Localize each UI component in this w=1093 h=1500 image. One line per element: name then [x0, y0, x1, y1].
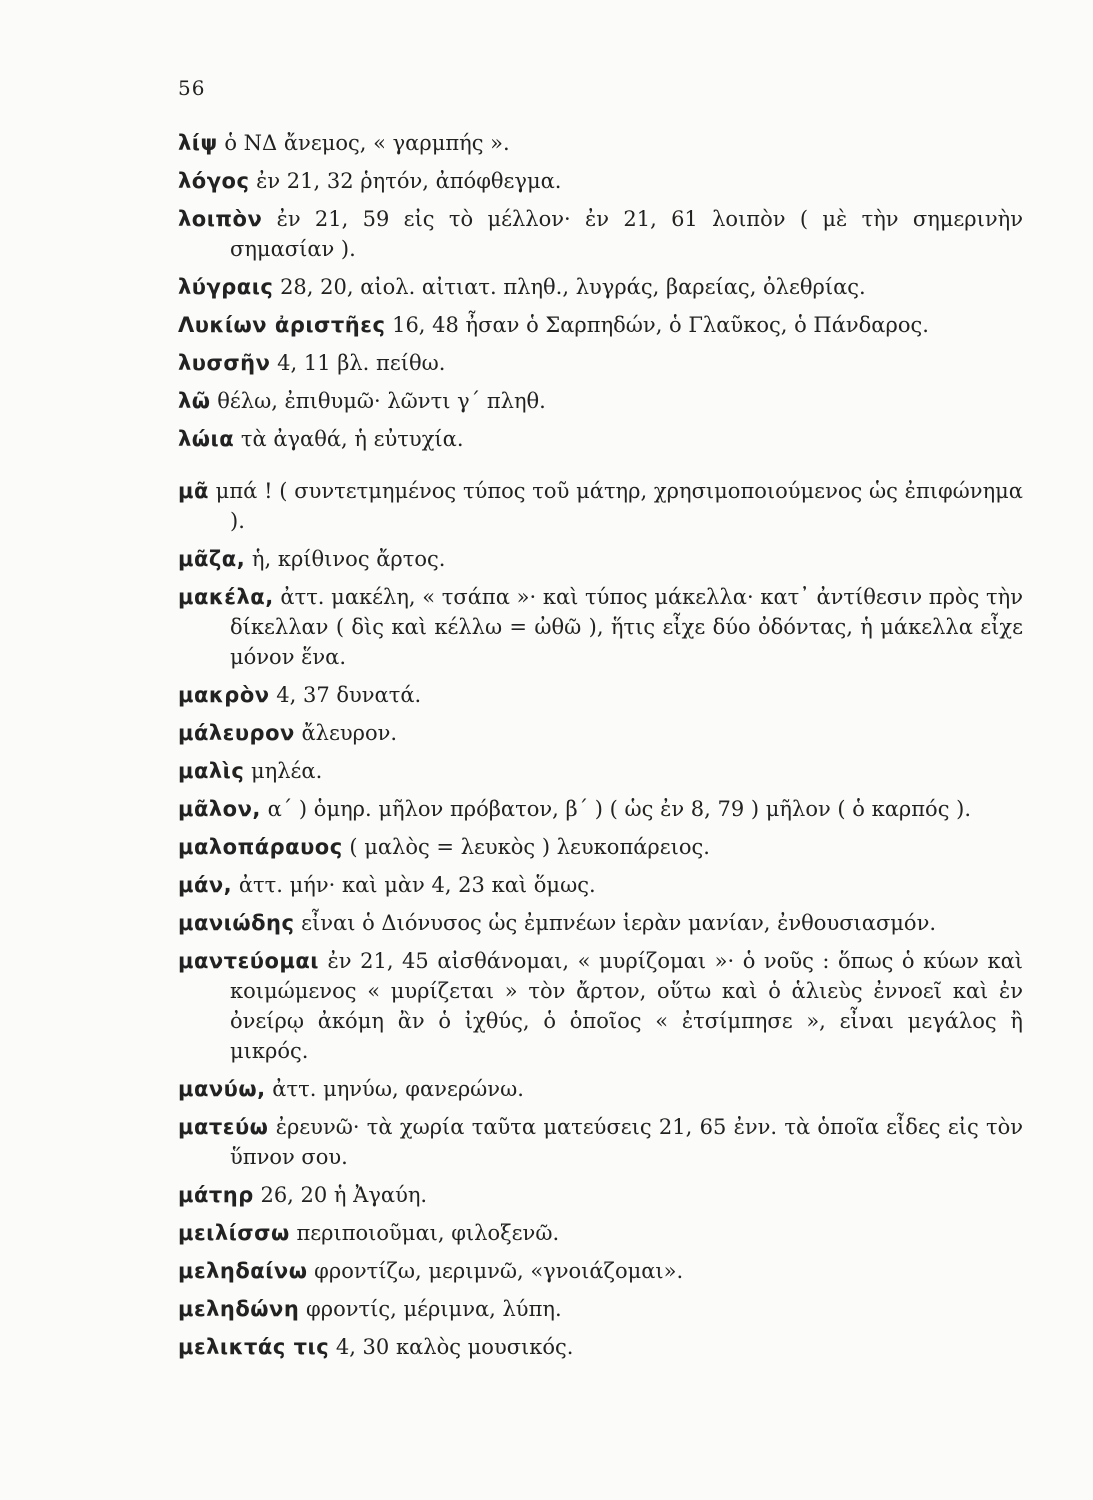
- headword: μακέλα,: [178, 585, 274, 609]
- definition: ἐν 21, 32 ῥητόν, ἀπόφθεγμα.: [256, 169, 562, 193]
- definition: περιποιοῦμαι, φιλοξενῶ.: [296, 1221, 560, 1245]
- definition: ἀττ. μακέλη, « τσάπα »· καὶ τύπος μάκελλα· κατ᾽ ἀντίθεσιν πρὸς τὴν δίκελλαν ( δὶς καὶ κέλλω = ὠθῶ ), ἥτις εἶχε δύο ὀδόντας, ἡ μάκελλα εἶχε μόνον ἕνα.: [230, 585, 1023, 669]
- definition: θέλω, ἐπιθυμῶ· λῶντι γ΄ πληθ.: [217, 389, 546, 413]
- definition: ἐρευνῶ· τὰ χωρία ταῦτα ματεύσεις 21, 65 ἐνν. τὰ ὁποῖα εἶδες εἰς τὸν ὕπνον σου.: [230, 1115, 1023, 1169]
- headword: μεληδώνη: [178, 1297, 300, 1321]
- headword: μεληδαίνω: [178, 1259, 308, 1283]
- definition: 28, 20, αἰολ. αἰτιατ. πληθ., λυγράς, βαρείας, ὀλεθρίας.: [280, 275, 866, 299]
- definition: ἐν 21, 59 εἰς τὸ μέλλον· ἐν 21, 61 λοιπὸν ( μὲ τὴν σημερινὴν σημασίαν ).: [230, 207, 1023, 261]
- headword: μανύω,: [178, 1077, 266, 1101]
- headword: λώια: [178, 427, 235, 451]
- glossary-entry: [178, 348, 1023, 378]
- glossary-entry: [178, 204, 1023, 264]
- definition: φροντίζω, μεριμνῶ, «γνοιάζομαι».: [314, 1259, 684, 1283]
- definition: ἡ, κρίθινος ἄρτος.: [251, 547, 446, 571]
- definition: τὰ ἀγαθά, ἡ εὐτυχία.: [240, 427, 464, 451]
- headword: λυσσῆν: [178, 351, 271, 375]
- headword: μᾶλον,: [178, 797, 261, 821]
- headword: μαντεύομαι: [178, 949, 319, 973]
- definition: 4, 11 βλ. πείθω.: [277, 351, 446, 375]
- definition: ἀττ. μηνύω, φανερώνω.: [272, 1077, 524, 1101]
- glossary-entry: [178, 870, 1023, 900]
- definition: 16, 48 ἦσαν ὁ Σαρπηδών, ὁ Γλαῦκος, ὁ Πάνδαρος.: [392, 313, 929, 337]
- definition: φροντίς, μέριμνα, λύπη.: [306, 1297, 562, 1321]
- definition: ( μαλὸς = λευκὸς ) λευκοπάρειος.: [349, 835, 710, 859]
- headword: μάν,: [178, 873, 233, 897]
- glossary-entry: [178, 424, 1023, 454]
- definition: 4, 37 δυνατά.: [276, 683, 422, 707]
- headword: μελικτάς τις: [178, 1335, 330, 1359]
- headword: μάλευρον: [178, 721, 295, 745]
- definition: 4, 30 καλὸς μουσικός.: [335, 1335, 574, 1359]
- glossary-entry: [178, 1218, 1023, 1248]
- definition: μηλέα.: [251, 759, 323, 783]
- headword: Λυκίων ἀριστῆες: [178, 313, 386, 337]
- headword: μανιώδης: [178, 911, 295, 935]
- definition: 26, 20 ἡ Ἀγαύη.: [260, 1183, 428, 1207]
- glossary-entry: [178, 272, 1023, 302]
- definition: ἐν 21, 45 αἰσθάνομαι, « μυρίζομαι »· ὁ νοῦς : ὅπως ὁ κύων καὶ κοιμώμενος « μυρίζεται » τὸν ἄρτον, οὕτω καὶ ὁ ἁλιεὺς ἐννοεῖ καὶ ἐν ὀνείρῳ ἀκόμη ἂν ὁ ἰχθύς, ὁ ὁποῖος « ἐτσίμπησε », εἶναι μεγάλος ἢ μικρός.: [230, 949, 1023, 1063]
- headword: μαλοπάραυος: [178, 835, 343, 859]
- glossary-entry: [178, 1074, 1023, 1104]
- glossary-entry: [178, 310, 1023, 340]
- headword: λῶ: [178, 389, 211, 413]
- headword: λοιπὸν: [178, 207, 263, 231]
- glossary-entry: [178, 946, 1023, 1066]
- headword: μαλὶς: [178, 759, 245, 783]
- definition: μπά ! ( συντετμημένος τύπος τοῦ μάτηρ, χρησιμοποιούμενος ὡς ἐπιφώνημα ).: [215, 479, 1023, 533]
- headword: μᾶ: [178, 479, 209, 503]
- headword: μακρὸν: [178, 683, 270, 707]
- headword: μάτηρ: [178, 1183, 254, 1207]
- definition: ἄλευρον.: [301, 721, 398, 745]
- glossary-entry: [178, 128, 1023, 158]
- glossary-entry: [178, 544, 1023, 574]
- glossary-entry: [178, 166, 1023, 196]
- glossary-entry: [178, 476, 1023, 536]
- headword: μειλίσσω: [178, 1221, 290, 1245]
- definition: ἀττ. μήν· καὶ μὰν 4, 23 καὶ ὅμως.: [238, 873, 596, 897]
- headword: ματεύω: [178, 1115, 269, 1139]
- definition: α΄ ) ὁμηρ. μῆλον πρόβατον, β΄ ) ( ὡς ἐν 8, 79 ) μῆλον ( ὁ καρπός ).: [267, 797, 971, 821]
- glossary-entries: [178, 128, 1023, 1370]
- glossary-entry: [178, 1256, 1023, 1286]
- glossary-entry: [178, 386, 1023, 416]
- headword: μᾶζα,: [178, 547, 246, 571]
- definition: ὁ ΝΔ ἄνεμος, « γαρμπής ».: [224, 131, 510, 155]
- glossary-entry: [178, 1112, 1023, 1172]
- glossary-entry: [178, 832, 1023, 862]
- glossary-entry: [178, 680, 1023, 710]
- headword: λόγος: [178, 169, 250, 193]
- page-number: 56: [178, 76, 206, 100]
- glossary-entry: [178, 1180, 1023, 1210]
- glossary-entry: [178, 1294, 1023, 1324]
- glossary-entry: [178, 718, 1023, 748]
- glossary-entry: [178, 794, 1023, 824]
- glossary-entry: [178, 908, 1023, 938]
- definition: εἶναι ὁ Διόνυσος ὡς ἐμπνέων ἱερὰν μανίαν, ἐνθουσιασμόν.: [301, 911, 937, 935]
- headword: λύγραις: [178, 275, 274, 299]
- headword: λίψ: [178, 131, 218, 155]
- glossary-entry: [178, 582, 1023, 672]
- glossary-entry: [178, 756, 1023, 786]
- glossary-entry: [178, 1332, 1023, 1362]
